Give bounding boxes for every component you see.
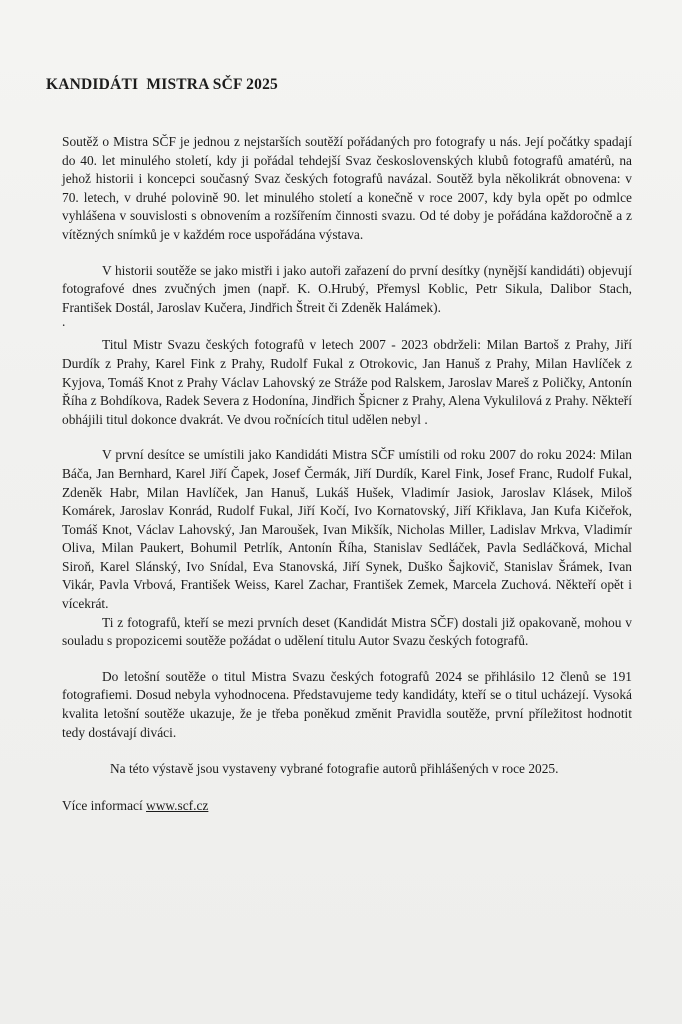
paragraph-author-title: Ti z fotografů, kteří se mezi prvních deset (Kandidát Mistra SČF) dostali již opakovaně, mohou v souladu s propozicemi soutěže požádat o udělení titulu Autor Svazu českých fotografů.: [62, 614, 632, 649]
paragraph-masters-list: Titul Mistr Svazu českých fotografů v letech 2007 - 2023 obdrželi: Milan Bartoš z Prahy, Jiří Durdík z Prahy, Karel Fink z Prahy, Rudolf Fukal z Otrokovic, Jan Hanuš z Prahy, Milan Havlíček z Kyjova, Tomáš Knot z Prahy Václav Lahovský ze Stráže pod Ralskem, Jaroslav Mareš z Poličky, Antonín Říha z Bohdíkova, Radek Severa z Hodonína, Jindřich Špicner z Prahy, Alena Vykulilová z Prahy. Někteří obhájili titul dokonce dvakrát. Ve dvou ročnících titul udělen nebyl .: [62, 337, 632, 427]
more-info-line: [62, 797, 632, 816]
paragraph-current-contest: Do letošní soutěže o titul Mistra Svazu českých fotografů 2024 se přihlásilo 12 členů se 191 fotografiemi. Dosud nebyla vyhodnocena. Představujeme tedy kandidáty, kteří se o titul ucházejí. Vysoká kvalita letošní soutěže ukazuje, že je třeba poněkud změnit Pravidla soutěže, první příležitost hodnotit tedy dostávají diváci.: [62, 668, 632, 740]
paragraph-exhibition: Na této výstavě jsou vystaveny vybrané fotografie autorů přihlášených v roce 2025.: [110, 761, 559, 777]
document-body: [62, 133, 632, 815]
document-title: KANDIDÁTI MISTRA SČF 2025: [46, 76, 278, 93]
website-link[interactable]: www.scf.cz: [146, 797, 209, 813]
more-info-label: Více informací: [62, 797, 147, 813]
paragraph-notable-photographers: V historii soutěže se jako mistři i jako autoři zařazení do první desítky (nynější kandidáti) objevují fotografové dnes zvučných jmen (např. K. O.Hrubý, Přemysl Koblic, Petr Sikula, Dalibor Stach, František Dostál, Jaroslav Kučera, Jindřich Štreit či Zdeněk Halámek).: [62, 262, 632, 315]
paragraph-candidates-list: V první desítce se umístili jako Kandidáti Mistra SČF umístili od roku 2007 do roku 2024: Milan Báča, Jan Bernhard, Karel Jiří Čapek, Josef Čermák, Jiří Durdík, Karel Fink, Josef Franc, Rudolf Fukal, Zdeněk Habr, Milan Havlíček, Jan Hanuš, Lukáš Hušek, Vladimír Jasiok, Jaroslav Klásek, Miloš Komárek, Jaroslav Konrád, Rudolf Fukal, Jiří Kočí, Ivo Kornatovský, Jiří Křiklava, Jan Kufa Kičeřok, Tomáš Knot, Václav Lahovský, Jan Maroušek, Ivan Mikšík, Nicholas Miller, Ladislav Mrkva, Vladimír Oliva, Milan Paukert, Bohumil Petrlík, Antonín Říha, Stanislav Sedláček, Pavla Sedláčková, Michal Siroň, Karel Slánský, Ivo Snídal, Eva Stanovská, Jiří Synek, Duško Šajkovič, Stanislav Šrámek, Ivan Vikár, Pavla Vrbová, František Weiss, Karel Zachar, František Zemek, Marcela Zuchová. Někteří opět i vícekrát.: [62, 447, 632, 612]
stray-dot: .: [62, 314, 66, 330]
paragraph-history: Soutěž o Mistra SČF je jednou z nejstarších soutěží pořádaných pro fotografy u nás. Její počátky spadají do 40. let minulého století, kdy ji pořádal tehdejší Svaz československých klubů fotografů amatérů, na jehož historii i koncepci současný Svaz českých fotografů navázal. Soutěž byla několikrát obnovena: v 70. letech, v druhé polovině 90. let minulého století a konečně v roce 2007, kdy byla opět po odmlce vyhlášena v souvislosti s obnovením a rozšířením činnosti svazu. Od té doby je pořádána každoročně a z vítězných snímků je v každém roce uspořádána výstava.: [62, 134, 632, 242]
